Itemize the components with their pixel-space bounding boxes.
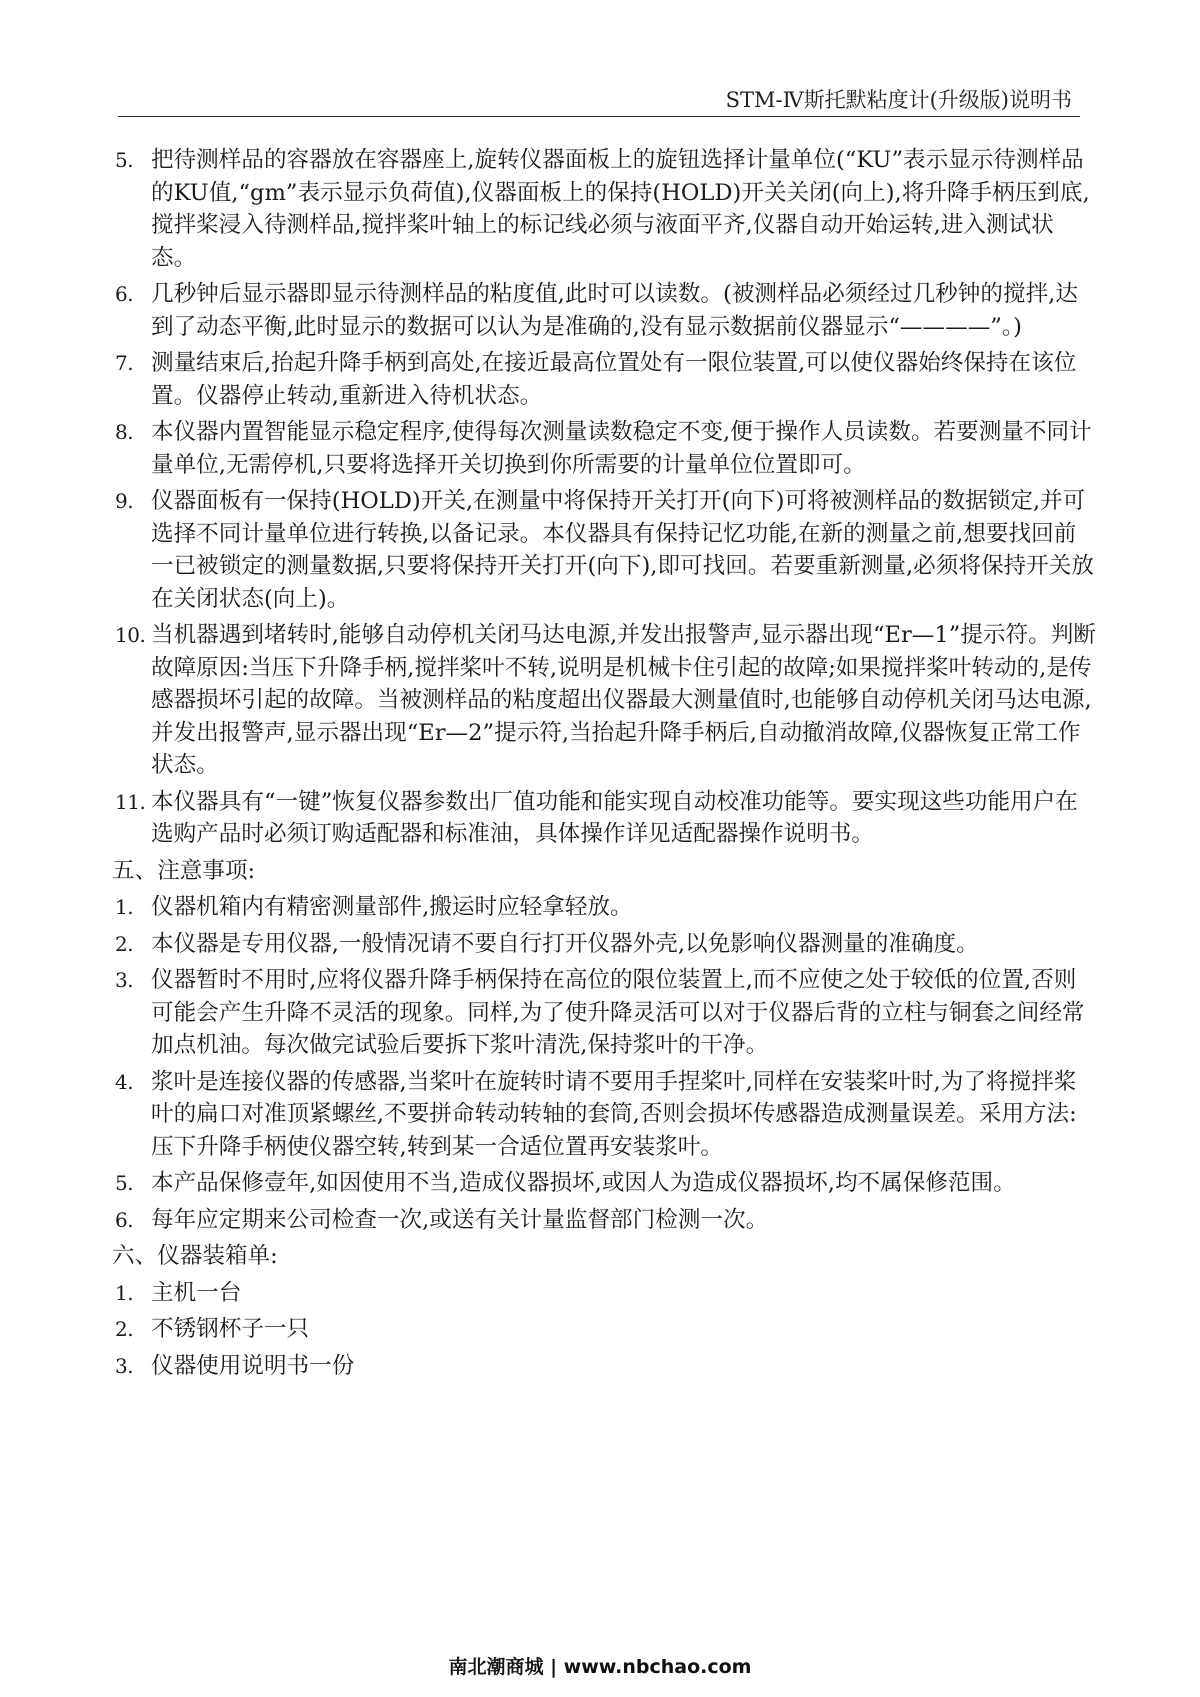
list-item xyxy=(112,485,1097,615)
packing-section-title: 六、仪器装箱单: xyxy=(112,1243,278,1269)
item-number: 6. xyxy=(115,1207,134,1232)
item-number: 1. xyxy=(115,895,134,919)
list-item xyxy=(112,1204,1097,1237)
item-number: 11. xyxy=(115,789,146,814)
item-number: 10. xyxy=(115,623,146,647)
page-header-title: STM-Ⅳ斯托默粘度计(升级版)说明书 xyxy=(725,88,1072,112)
notes-list xyxy=(112,891,1097,1236)
item-number: 7. xyxy=(115,351,134,375)
item-text: 仪器面板有一保持(HOLD)开关,在测量中将保持开关打开(向下)可将被测样品的数据锁定,并可选择不同计量单位进行转换,以备记录。本仪器具有保持记忆功能,在新的测量之前,想要找回前一已被锁定的测量数据,只要将保持开关打开(向下),即可找回。若要重新测量,必须将保持开关放在关闭状态(向上)。 xyxy=(151,488,1094,612)
notes-section-title: 五、注意事项: xyxy=(112,857,256,884)
list-item xyxy=(112,1313,1097,1346)
item-number: 5. xyxy=(115,1171,134,1195)
item-number: 4. xyxy=(115,1069,134,1094)
list-item xyxy=(112,1350,1097,1383)
list-item xyxy=(112,347,1097,412)
item-text: 本仪器具有“一键”恢复仪器参数出厂值功能和能实现自动校准功能等。要实现这些功能用户在选购产品时必须订购适配器和标准油，具体操作详见适配器操作说明书。 xyxy=(151,788,1078,847)
item-number: 1. xyxy=(115,1280,134,1305)
list-item xyxy=(112,1066,1097,1164)
item-text: 当机器遇到堵转时,能够自动停机关闭马达电源,并发出报警声,显示器出现“Er—1”提示符。判断故障原因:当压下升降手柄,搅拌桨叶不转,说明是机械卡住引起的故障;如果搅拌桨叶转动的,是传感器损坏引起的故障。当被测样品的粘度超出仪器最大测量值时,也能够自动停机关闭马达电源,并发出报警声,显示器出现“Er—2”提示符,当抬起升降手柄后,自动撤消故障,仪器恢复正常工作状态。 xyxy=(151,622,1096,778)
item-number: 3. xyxy=(115,1353,134,1378)
item-text: 把待测样品的容器放在容器座上,旋转仪器面板上的旋钮选择计量单位(“KU”表示显示待测样品的KU值,“gm”表示显示负荷值),仪器面板上的保持(HOLD)开关关闭(向上),将升降手柄压到底,搅拌桨浸入待测样品,搅拌桨叶轴上的标记线必须与液面平齐,仪器自动开始运转,进入测试状态。 xyxy=(151,147,1090,271)
footer-watermark: 南北潮商城 | www.nbchao.com xyxy=(448,1656,752,1678)
item-text: 测量结束后,抬起升降手柄到高处,在接近最高位置处有一限位装置,可以使仪器始终保持在该位置。仪器停止转动,重新进入待机状态。 xyxy=(151,350,1077,409)
item-text: 每年应定期来公司检查一次,或送有关计量监督部门检测一次。 xyxy=(151,1206,769,1233)
list-item xyxy=(112,416,1097,481)
item-text: 几秒钟后显示器即显示待测样品的粘度值,此时可以读数。(被测样品必须经过几秒钟的搅拌,达到了动态平衡,此时显示的数据可以认为是准确的,没有显示数据前仪器显示“————”。) xyxy=(151,281,1078,340)
item-number: 2. xyxy=(115,1317,134,1341)
operation-list xyxy=(112,144,1097,851)
item-text: 不锈钢杯子一只 xyxy=(151,1316,310,1342)
item-text: 仪器机箱内有精密测量部件,搬运时应轻拿轻放。 xyxy=(151,894,633,920)
item-text: 主机一台 xyxy=(151,1279,242,1306)
item-text: 仪器使用说明书一份 xyxy=(151,1352,355,1379)
item-text: 本产品保修壹年,如因使用不当,造成仪器损坏,或因人为造成仪器损坏,均不属保修范围。 xyxy=(151,1170,1016,1196)
list-item xyxy=(112,964,1097,1062)
list-item xyxy=(112,278,1097,343)
list-item xyxy=(112,619,1097,782)
item-number: 6. xyxy=(115,282,134,306)
item-text: 仪器暂时不用时,应将仪器升降手柄保持在高位的限位装置上,而不应使之处于较低的位置,否则可能会产生升降不灵活的现象。同样,为了使升降灵活可以对于仪器后背的立柱与铜套之间经常加点机油。每次做完试验后要拆下浆叶清洗,保持浆叶的干净。 xyxy=(151,967,1085,1058)
list-item xyxy=(112,786,1097,851)
item-number: 8. xyxy=(115,420,134,444)
item-number: 5. xyxy=(115,148,134,172)
list-item xyxy=(112,1167,1097,1200)
list-item xyxy=(112,891,1097,924)
item-text: 浆叶是连接仪器的传感器,当桨叶在旋转时请不要用手捏桨叶,同样在安装桨叶时,为了将搅拌桨叶的扁口对准顶紧螺丝,不要拼命转动转轴的套筒,否则会损坏传感器造成测量误差。采用方法: 压下升降手柄使仪器空转,转到某一合适位置再安装浆叶。 xyxy=(151,1068,1077,1160)
list-item xyxy=(112,1277,1097,1310)
item-number: 3. xyxy=(115,968,134,992)
packing-list xyxy=(112,1277,1097,1383)
list-item xyxy=(112,144,1097,274)
header-divider xyxy=(118,116,1080,117)
item-text: 本仪器是专用仪器,一般情况请不要自行打开仪器外壳,以免影响仪器测量的准确度。 xyxy=(151,930,979,957)
item-number: 2. xyxy=(115,931,134,956)
item-number: 9. xyxy=(115,489,134,513)
item-text: 本仪器内置智能显示稳定程序,使得每次测量读数稳定不变,便于操作人员读数。若要测量不同计量单位,无需停机,只要将选择开关切换到你所需要的计量单位位置即可。 xyxy=(151,419,1092,478)
document-body xyxy=(112,144,1097,1386)
list-item xyxy=(112,928,1097,961)
